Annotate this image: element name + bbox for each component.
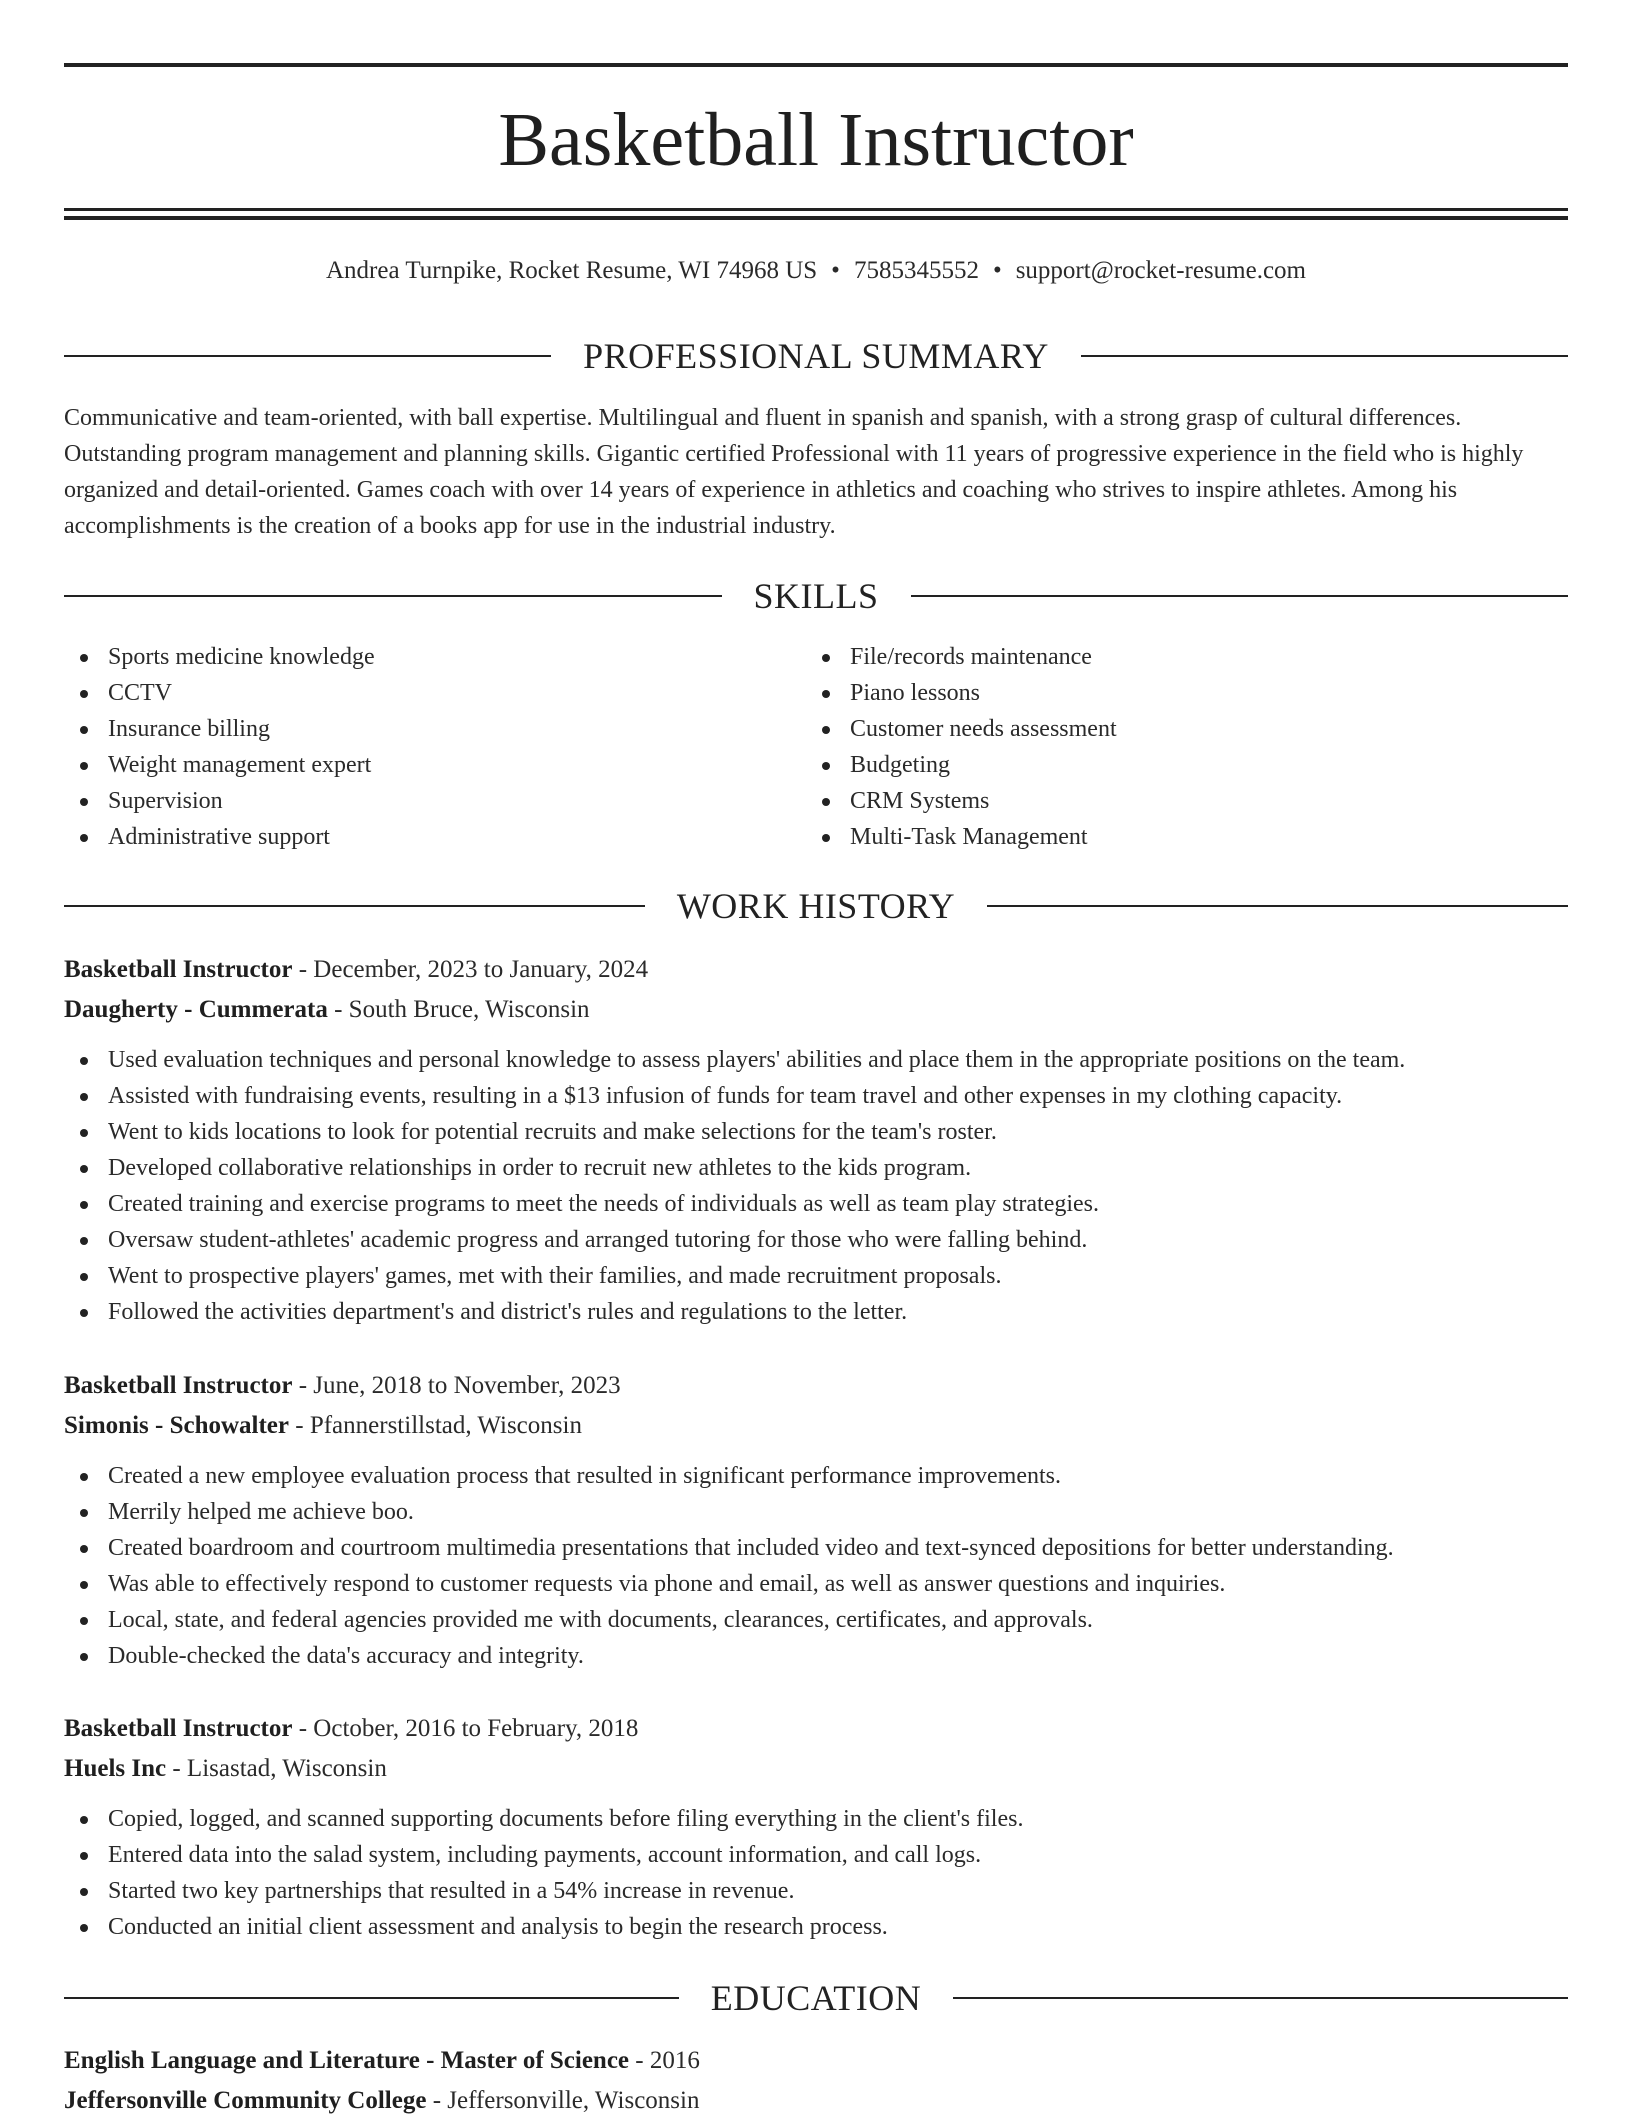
heading-rule	[64, 1997, 679, 1999]
job-duty: Conducted an initial client assessment and analysis to begin the research process.	[64, 1909, 1568, 1945]
job-duty: Developed collaborative relationships in order to recruit new athletes to the kids program.	[64, 1150, 1568, 1186]
job-title: Basketball Instructor	[64, 1715, 293, 1742]
job-duty: Was able to effectively respond to customer requests via phone and email, as well as answer questions and inquiries.	[64, 1566, 1568, 1602]
job-duty: Created boardroom and courtroom multimedia presentations that included video and text-synced depositions for better understanding.	[64, 1530, 1568, 1566]
section-heading-work-history	[64, 884, 1568, 928]
job-company: Daugherty - Cummerata	[64, 996, 328, 1023]
skill-item: Supervision	[64, 783, 375, 819]
job-duty: Created training and exercise programs to meet the needs of individuals as well as team play strategies.	[64, 1186, 1568, 1222]
job-title: Basketball Instructor	[64, 956, 293, 983]
job-duty: Used evaluation techniques and personal knowledge to assess players' abilities and place them in the appropriate positions on the team.	[64, 1042, 1568, 1078]
skills-list-left	[64, 639, 375, 855]
job-duty: Merrily helped me achieve boo.	[64, 1494, 1568, 1530]
skills-list-right	[806, 639, 1117, 855]
contact-separator: •	[831, 257, 840, 284]
education-entry	[64, 2041, 1568, 2121]
job-dates: - October, 2016 to February, 2018	[292, 1715, 639, 1742]
education-year: - 2016	[629, 2047, 700, 2074]
job-company: Huels Inc	[64, 1755, 167, 1782]
heading-rule	[911, 595, 1569, 597]
education-degree: English Language and Literature - Master of Science	[64, 2047, 630, 2074]
job-company: Simonis - Schowalter	[64, 1412, 289, 1439]
job-duty: Local, state, and federal agencies provided me with documents, clearances, certificates, and approvals.	[64, 1602, 1568, 1638]
contact-phone: 7585345552	[853, 257, 979, 284]
contact-line	[64, 254, 1568, 288]
job-duty: Oversaw student-athletes' academic progress and arranged tutoring for those who were falling behind.	[64, 1222, 1568, 1258]
job-location: - Pfannerstillstad, Wisconsin	[289, 1412, 582, 1439]
heading-rule	[64, 595, 722, 597]
job-location: - South Bruce, Wisconsin	[327, 996, 590, 1023]
skill-item: CCTV	[64, 675, 375, 711]
heading-rule	[64, 905, 645, 907]
contact-email: support@rocket-resume.com	[1015, 257, 1306, 284]
summary-text: Communicative and team-oriented, with ball expertise. Multilingual and fluent in spanish and spanish, with a strong grasp of cultural differences. Outstanding program management and planning skills. Gigantic certified Professional with 11 years of progressive experience in the field who is highly organized and detail-oriented. Games coach with over 14 years of experience in athletics and coaching who strives to inspire athletes. Among his accomplishments is the creation of a books app for use in the industrial industry.	[64, 405, 1524, 539]
skill-item: Weight management expert	[64, 747, 375, 783]
job-duty: Copied, logged, and scanned supporting documents before filing everything in the client's files.	[64, 1801, 1568, 1837]
education-degree-row	[64, 2041, 1568, 2081]
job-title: Basketball Instructor	[64, 1372, 293, 1399]
section-title: EDUCATION	[710, 1978, 922, 2018]
job-company-row	[64, 1406, 1568, 1446]
skill-item: Administrative support	[64, 819, 375, 855]
education-location: - Jeffersonville, Wisconsin	[426, 2087, 700, 2114]
skill-item: Sports medicine knowledge	[64, 639, 375, 675]
heading-rule	[1081, 355, 1568, 357]
education-school-row	[64, 2081, 1568, 2121]
job-dates: - June, 2018 to November, 2023	[292, 1372, 621, 1399]
job-company-row	[64, 1749, 1568, 1789]
title-rule-lower	[64, 216, 1568, 220]
job-duties-list	[64, 1458, 1568, 1674]
job-dates: - December, 2023 to January, 2024	[292, 956, 649, 983]
skill-item: Budgeting	[806, 747, 1117, 783]
resume-title: Basketball Instructor	[498, 98, 1134, 182]
skill-item: Multi-Task Management	[806, 819, 1117, 855]
section-heading-summary	[64, 334, 1568, 378]
skill-item: Customer needs assessment	[806, 711, 1117, 747]
section-title: SKILLS	[753, 576, 879, 616]
heading-rule	[987, 905, 1568, 907]
job-title-row	[64, 1709, 1568, 1749]
section-title: PROFESSIONAL SUMMARY	[583, 336, 1049, 376]
contact-separator: •	[992, 257, 1002, 284]
skill-item: Insurance billing	[64, 711, 375, 747]
contact-address: Andrea Turnpike, Rocket Resume, WI 74968 US	[326, 257, 818, 284]
job-duty: Followed the activities department's and district's rules and regulations to the letter.	[64, 1294, 1568, 1330]
job-duties-list	[64, 1801, 1568, 1945]
section-title: WORK HISTORY	[676, 886, 956, 926]
job-duty: Went to prospective players' games, met with their families, and made recruitment proposals.	[64, 1258, 1568, 1294]
job-entry	[64, 1709, 1568, 1945]
heading-rule	[64, 355, 551, 357]
job-duty: Went to kids locations to look for potential recruits and make selections for the team's roster.	[64, 1114, 1568, 1150]
job-company-row	[64, 990, 1568, 1030]
section-heading-skills	[64, 574, 1568, 618]
job-title-row	[64, 1366, 1568, 1406]
skill-item: File/records maintenance	[806, 639, 1117, 675]
skill-item: Piano lessons	[806, 675, 1117, 711]
job-entry	[64, 950, 1568, 1330]
section-heading-education	[64, 1976, 1568, 2020]
job-location: - Lisastad, Wisconsin	[166, 1755, 387, 1782]
job-duty: Entered data into the salad system, including payments, account information, and call logs.	[64, 1837, 1568, 1873]
job-duties-list	[64, 1042, 1568, 1330]
top-rule	[64, 63, 1568, 67]
job-title-row	[64, 950, 1568, 990]
job-duty: Created a new employee evaluation process that resulted in significant performance improvements.	[64, 1458, 1568, 1494]
job-duty: Assisted with fundraising events, resulting in a $13 infusion of funds for team travel and other expenses in my clothing capacity.	[64, 1078, 1568, 1114]
skill-item: CRM Systems	[806, 783, 1117, 819]
job-entry	[64, 1366, 1568, 1674]
heading-rule	[953, 1997, 1568, 1999]
title-rule-upper	[64, 208, 1568, 211]
job-duty: Started two key partnerships that resulted in a 54% increase in revenue.	[64, 1873, 1568, 1909]
job-duty: Double-checked the data's accuracy and integrity.	[64, 1638, 1568, 1674]
education-school: Jeffersonville Community College	[64, 2087, 427, 2114]
